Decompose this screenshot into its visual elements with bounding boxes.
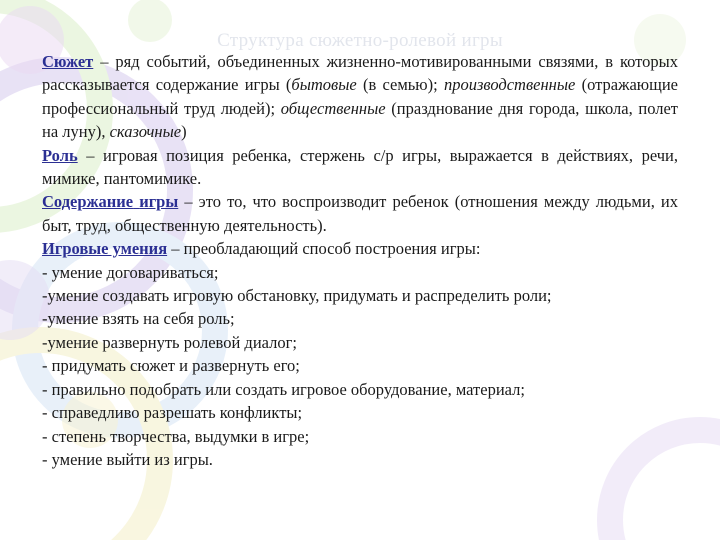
content-text: – это то, что воспроизводит ребенок (отношения между людьми, их быт, труд, общественную деятельность). bbox=[42, 192, 678, 235]
plot-paragraph bbox=[42, 50, 678, 144]
plot-example-industrial: производственные bbox=[443, 75, 576, 95]
skills-list bbox=[42, 261, 678, 472]
skills-list-item: -умение развернуть ролевой диалог; bbox=[42, 332, 297, 352]
plot-text-3: (отражающие профессиональный труд людей); bbox=[42, 75, 678, 118]
plot-example-fairytale: сказочные bbox=[109, 122, 182, 142]
content-term-b: игры bbox=[139, 192, 179, 212]
skills-text: – преобладающий способ построения игры: bbox=[167, 239, 481, 259]
skills-list-item: - умение выйти из игры. bbox=[42, 449, 213, 469]
skills-list-item: - умение договариваться; bbox=[42, 262, 219, 282]
skills-list-item: - справедливо разрешать конфликты; bbox=[42, 403, 303, 423]
document-body bbox=[42, 50, 678, 471]
role-paragraph bbox=[42, 144, 678, 191]
skills-list-item: -умение взять на себя роль; bbox=[42, 309, 235, 329]
plot-example-household: бытовые bbox=[291, 75, 357, 95]
skills-paragraph bbox=[42, 237, 678, 260]
role-term: Роль bbox=[42, 145, 78, 165]
plot-text-4: (празднование дня города, школа, полет на луну), bbox=[42, 98, 678, 142]
plot-term: Сюжет bbox=[42, 52, 94, 71]
content-term-a: Содержание bbox=[42, 192, 134, 212]
skills-list-item: - степень творчества, выдумки в игре; bbox=[42, 426, 310, 446]
role-text: – игровая позиция ребенка, стержень с/р игры, выражается в действиях, речи, мимике, пантомимике. bbox=[42, 145, 678, 189]
skills-list-item: - придумать сюжет и развернуть его; bbox=[42, 356, 300, 376]
content-paragraph bbox=[42, 190, 678, 237]
plot-text-2: (в семью); bbox=[356, 75, 444, 95]
plot-text-5: ) bbox=[181, 122, 187, 142]
skills-term: Игровые умения bbox=[42, 239, 168, 259]
plot-example-social: общественные bbox=[280, 98, 386, 118]
skills-list-item: - правильно подобрать или создать игровое оборудование, материал; bbox=[42, 379, 525, 399]
plot-text-1: – ряд событий, объединенных жизненно-мотивированными связями, в которых рассказывается содержание игры ( bbox=[42, 52, 678, 95]
page-title: Структура сюжетно-ролевой игры bbox=[217, 30, 503, 51]
skills-list-item: -умение создавать игровую обстановку, придумать и распределить роли; bbox=[42, 286, 552, 306]
